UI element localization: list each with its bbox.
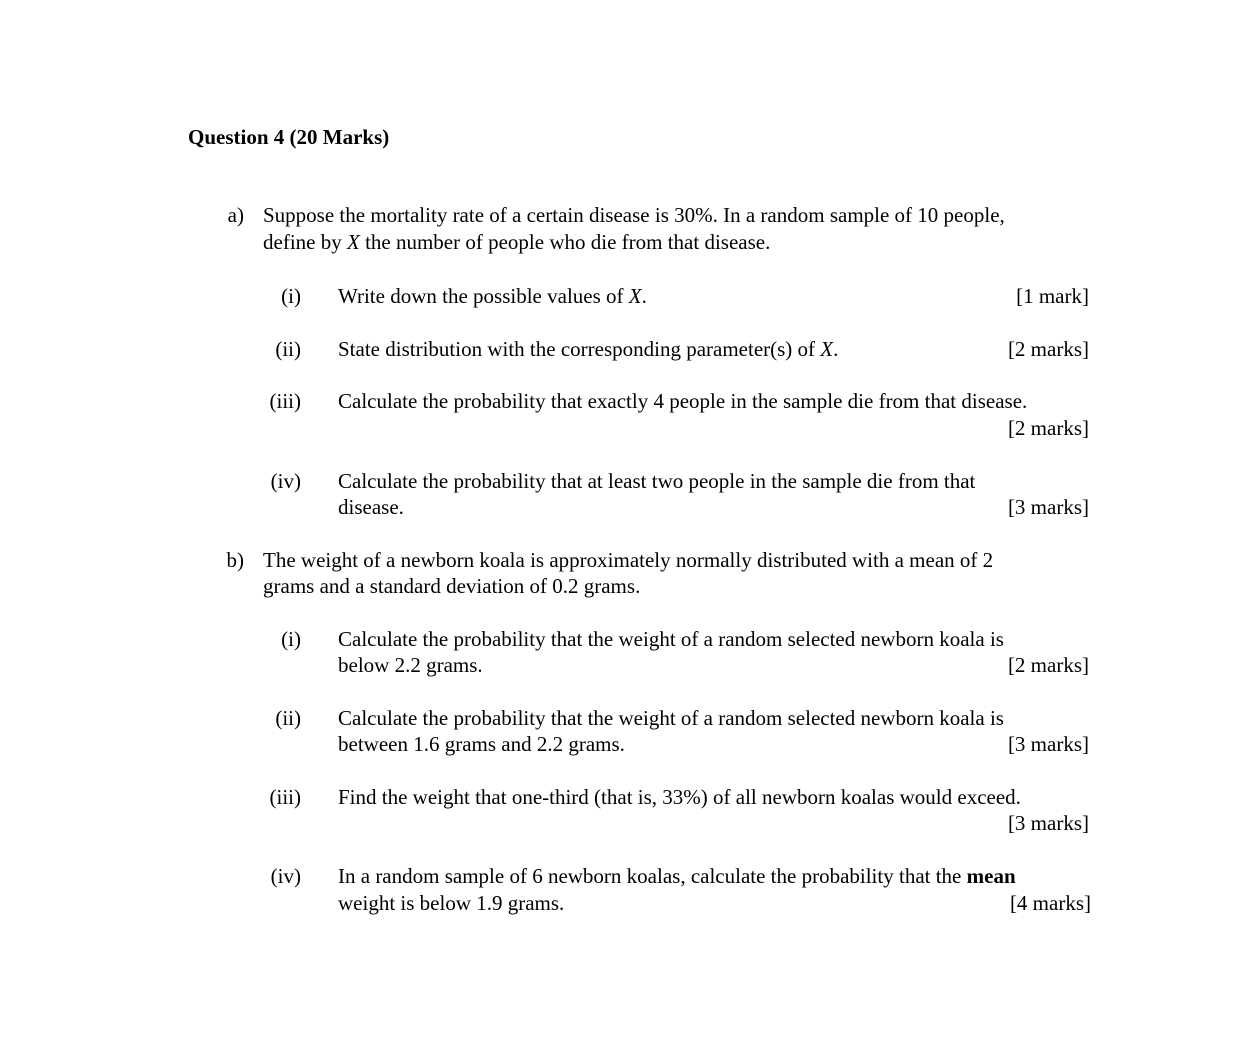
part-b-sub-i-marks: [2 marks] [1007,653,1089,677]
part-b-sub-iv-label: (iv) [270,864,301,888]
part-b-sub-iii-marks: [3 marks] [1007,811,1089,835]
part-b-sub-iv-text-line2: weight is below 1.9 grams. [338,891,565,915]
var-x: X [820,337,834,361]
var-x: X [346,230,360,254]
part-a-intro-line2 [263,229,770,255]
part-b-sub-ii-text-line1: Calculate the probability that the weight of a random selected newborn koala is [338,706,1004,730]
emphasis-mean: mean [966,864,1016,888]
part-b-sub-ii-label: (ii) [275,706,301,730]
part-a-sub-ii-text [338,336,838,362]
part-a-sub-iv-text-line2: disease. [338,495,404,519]
part-a-sub-iv-label: (iv) [270,469,301,493]
part-b-sub-iv-marks: [4 marks] [1009,891,1091,915]
part-b-sub-i-label: (i) [281,627,301,651]
part-b-intro-line2: grams and a standard deviation of 0.2 grams. [263,574,641,598]
part-b-sub-i-text-line2: below 2.2 grams. [338,653,483,677]
part-b-intro-line1: The weight of a newborn koala is approximately normally distributed with a mean of 2 [263,548,994,572]
part-b-sub-iii-text: Find the weight that one-third (that is, 33%) of all newborn koalas would exceed. [338,785,1021,809]
part-b-sub-iv-text-line1-pre: In a random sample of 6 newborn koalas, calculate the probability that the [338,864,967,888]
part-a-intro-line2-post: the number of people who die from that disease. [359,230,771,254]
part-a-sub-ii-label: (ii) [275,337,301,361]
part-b-sub-iv-text-line1 [338,863,1016,889]
part-b-label: b) [226,548,244,572]
part-a-sub-iv-text-line1: Calculate the probability that at least two people in the sample die from that [338,469,976,493]
part-a-sub-ii-text-post: . [833,337,839,361]
part-a-label: a) [227,203,244,227]
part-a-sub-i-label: (i) [281,284,301,308]
part-a-sub-iv-marks: [3 marks] [1007,495,1089,519]
part-a-sub-i-text-post: . [641,284,647,308]
part-a-sub-i-text-pre: Write down the possible values of [338,284,629,308]
part-a-sub-iii-text: Calculate the probability that exactly 4 people in the sample die from that disease. [338,389,1028,413]
part-a-sub-iii-label: (iii) [269,389,301,413]
part-b-sub-ii-text-line2: between 1.6 grams and 2.2 grams. [338,732,625,756]
part-a-sub-iii-marks: [2 marks] [1007,416,1089,440]
part-a-sub-i-text [338,283,647,309]
part-a-intro-line2-pre: define by [263,230,347,254]
part-b-sub-iii-label: (iii) [269,785,301,809]
part-a-sub-ii-text-pre: State distribution with the corresponding parameter(s) of [338,337,821,361]
var-x: X [628,284,642,308]
part-b-sub-ii-marks: [3 marks] [1007,732,1089,756]
part-b-sub-i-text-line1: Calculate the probability that the weight of a random selected newborn koala is [338,627,1004,651]
question-title: Question 4 (20 Marks) [188,125,390,149]
part-a-intro-line1: Suppose the mortality rate of a certain disease is 30%. In a random sample of 10 people, [263,203,1005,227]
part-a-sub-i-marks: [1 mark] [1016,284,1089,308]
part-a-sub-ii-marks: [2 marks] [1007,337,1089,361]
